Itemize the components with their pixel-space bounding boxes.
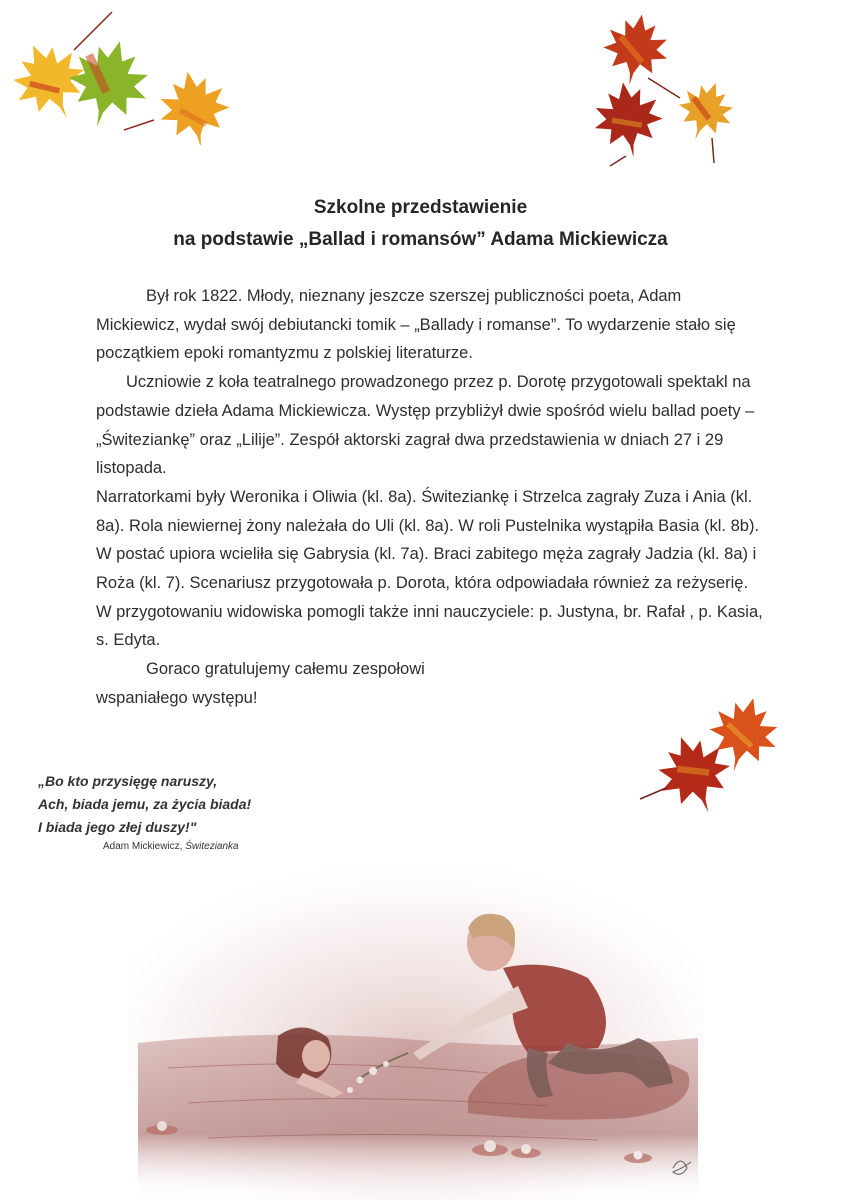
paragraph-teachers: W przygotowaniu widowiska pomogli także inni nauczyciele: p. Justyna, br. Rafał , p. Kasia, s. Edyta. bbox=[96, 602, 763, 650]
autumn-leaves-middle-right bbox=[636, 693, 792, 818]
paragraph-congratulations-line1: Goraco gratulujemy całemu zespołowi bbox=[146, 660, 425, 679]
maple-leaf-icon bbox=[589, 78, 667, 162]
quote-author: Adam Mickiewicz, bbox=[103, 841, 183, 852]
quote-line: Ach, biada jemu, za życia biada! bbox=[38, 796, 252, 812]
maple-leaf-icon bbox=[669, 74, 741, 150]
paragraph-cast: Narratorkami były Weronika i Oliwia (kl. 8a). Świteziankę i Strzelca zagrały Zuza i Ania (kl. 8a). Rola niewiernej żony należała do Uli (kl. 8a). W roli Pustelnika wystąpiła Basia (kl. 8b). W postać upiora wcieliła się Gabrysia (kl. 7a). Braci zabitego męża zagrały Jadzia (kl. 8a) i Roża (kl. 7). Scenariusz przygotowała p. Dorota, która odpowiadała również za reżyserię. bbox=[96, 487, 760, 593]
quote-attribution bbox=[103, 841, 239, 852]
maple-leaf-icon bbox=[59, 31, 159, 137]
ballad-illustration bbox=[128, 868, 704, 1200]
quote-work: Świtezianka bbox=[185, 841, 239, 852]
ballad-quote bbox=[38, 770, 338, 839]
paragraph-congratulations-line2: wspaniałego występu! bbox=[96, 688, 258, 707]
autumn-leaves-top-right bbox=[588, 8, 748, 168]
autumn-leaves-top-left bbox=[4, 10, 234, 145]
article-body bbox=[96, 282, 766, 713]
quote-line: I biada jego złej duszy!" bbox=[38, 819, 197, 835]
paragraph-performance: Uczniowie z koła teatralnego prowadzonego przez p. Dorotę przygotowali spektakl na podstawie dzieła Adama Mickiewicza. Występ przybliżył dwie spośród wielu ballad poety – „Świteziankę” oraz „Lilije”. Zespół aktorski zagrał dwa przedstawienia w dniach 27 i 29 listopada. bbox=[96, 373, 755, 478]
quote-line: „Bo kto przysięgę naruszy, bbox=[38, 773, 218, 789]
page-subtitle: na podstawie „Ballad i romansów” Adama Mickiewicza bbox=[173, 229, 668, 250]
paragraph-intro: Był rok 1822. Młody, nieznany jeszcze szerszej publiczności poeta, Adam Mickiewicz, wydał swój debiutancki tomik – „Ballady i romanse”. To wydarzenie stało się początkiem epoki romantyzmu z polskiej literaturze. bbox=[96, 287, 736, 363]
page-title: Szkolne przedstawienie bbox=[313, 197, 528, 218]
maple-leaf-icon bbox=[598, 9, 674, 91]
maple-leaf-icon bbox=[153, 66, 234, 145]
